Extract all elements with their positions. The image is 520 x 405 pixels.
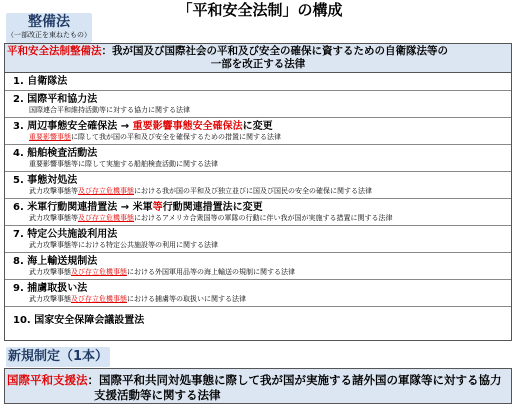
seibi-law-desc2: 一部を改正する法律 [210,58,306,70]
law-item-6-suffix: 行動関連措置法に変更 [162,202,263,213]
law-item-9-subtitle [29,295,246,304]
law-item-6-subtitle [29,214,393,223]
law-item-6-mid: 米軍 [132,202,153,213]
law-item-10-title: 10. 国家安全保障会議設置法 [13,315,145,326]
page-title: 「平和安全法制」の構成 [177,1,343,19]
seibi-law-frame [4,43,512,341]
arrow-icon: → [120,121,130,132]
new-law-tab: 新規制定（1本） [6,347,110,367]
law-item-3-title [13,121,273,133]
law-item-6-old-name: 6. 米軍行動関連措置法 [13,202,118,213]
seibi-tab-sublabel: （一部改正を束ねたもの） [7,31,91,39]
law-item-2-title: 2. 国際平和協力法 [13,94,98,105]
law-item-5-title: 5. 事態対処法 [13,175,78,186]
law-item-3-new-name: 重要影響事態安全確保法 [132,121,243,132]
new-law-desc1: 国際平和共同対処事態に際して我が国が実施する諸外国の軍隊等に対する協力 [99,373,502,387]
seibi-law-name: 平和安全法制整備法 [7,45,102,57]
seibi-law-sep: ： [101,45,112,57]
law-item-3 [5,118,511,145]
seibi-tab-label: 整備法 [28,14,70,30]
law-item-6-mid-red: 等 [152,202,163,213]
law-item-7-subtitle: 武力攻撃事態等における特定公共施設等の利用に関する法律 [29,241,218,249]
law-item-3-sub-text: に際して我が国の平和及び安全を確保するための措置に関する法律 [71,133,281,141]
law-item-8-sub-red: 及び存立危機事態 [71,268,127,276]
law-item-8-title: 8. 海上輸送規制法 [13,256,98,267]
law-item-1 [5,73,511,91]
law-item-8 [5,253,511,280]
seibi-law-header-line1 [7,45,448,58]
law-item-1-title: 1. 自衛隊法 [13,76,68,87]
law-item-8-sub-text: における外国軍用品等の海上輸送の規制に関する法律 [127,268,295,276]
new-law-name: 国際平和支援法 [7,373,88,387]
law-item-3-sub-red: 重要影響事態 [29,133,71,141]
law-item-9 [5,280,511,307]
law-item-4-subtitle: 重要影響事態等に際して実施する船舶検査活動に関する法律 [29,160,218,168]
law-item-5-sub-red: 及び存立危機事態 [78,187,134,195]
law-item-7 [5,226,511,253]
new-law-box [4,368,512,404]
law-item-9-sub-a: 武力攻撃事態 [29,295,71,303]
law-item-4-title: 4. 船舶検査活動法 [13,148,98,159]
law-item-4 [5,145,511,172]
new-law-desc2: 支援活動等に関する法律 [94,388,221,402]
law-item-3-subtitle [29,133,281,142]
new-law-line1 [7,373,502,387]
law-item-8-sub-a: 武力攻撃事態 [29,268,71,276]
arrow-icon: → [120,202,130,213]
seibi-law-desc1: 我が国及び国際社会の平和及び安全の確保に資するための自衛隊法等の [112,45,448,57]
law-item-2 [5,91,511,118]
law-item-6-sub-a: 武力攻撃事態等 [29,214,78,222]
law-item-6-sub-red: 及び存立危機事態 [78,214,134,222]
law-item-6-title [13,202,263,214]
law-item-9-sub-text: における捕虜等の取扱いに関する法律 [127,295,246,303]
law-item-5-sub-a: 武力攻撃事態等 [29,187,78,195]
new-law-sep: ： [87,373,99,387]
law-item-5-subtitle [29,187,372,196]
law-item-6-sub-text: におけるアメリカ合衆国等の軍隊の行動に伴い我が国が実施する措置に関する法律 [134,214,393,222]
law-item-6 [5,199,511,226]
law-item-3-suffix: に変更 [242,121,273,132]
law-item-9-sub-red: 及び存立危機事態 [71,295,127,303]
seibi-law-header [5,44,511,73]
law-item-9-title: 9. 捕虜取扱い法 [13,283,88,294]
law-item-5 [5,172,511,199]
law-item-2-subtitle: 国際連合平和維持活動等に対する協力に関する法律 [29,106,190,114]
law-item-3-old-name: 3. 周辺事態安全確保法 [13,121,118,132]
law-item-5-sub-text: における我が国の平和及び独立並びに国及び国民の安全の確保に関する法律 [134,187,372,195]
seibi-tab [6,13,92,43]
law-item-8-subtitle [29,268,295,277]
law-item-10 [5,307,511,339]
law-item-7-title: 7. 特定公共施設利用法 [13,229,118,240]
